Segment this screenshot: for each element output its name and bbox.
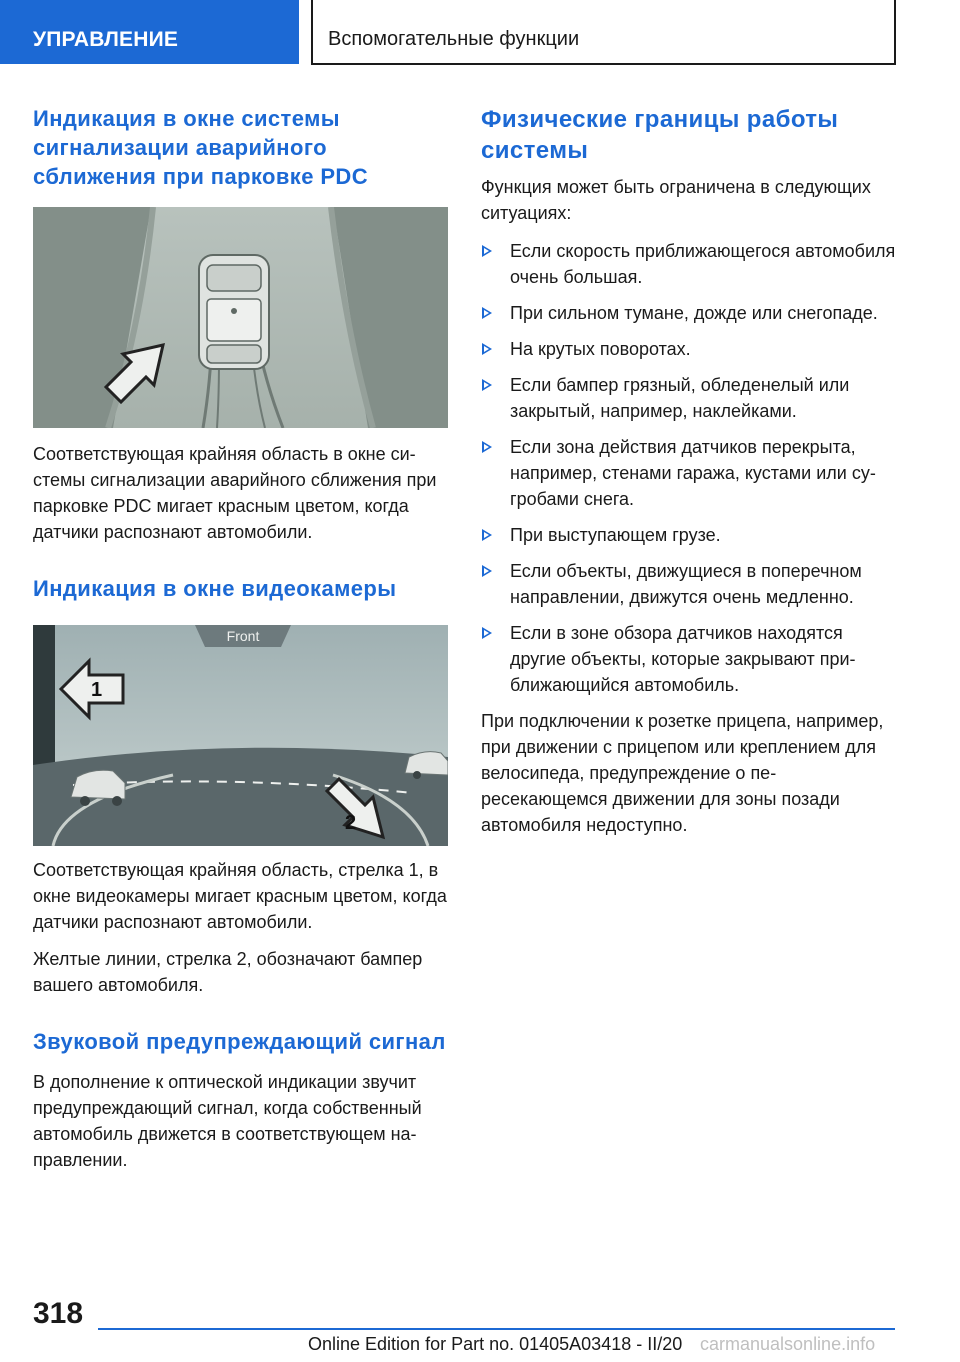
- sound-paragraph: В дополнение к оптической индикации звучит предупреждающий сигнал, когда собственный автомобиль движется в соответствующем направлении.: [33, 1072, 422, 1170]
- limits-list: [481, 238, 896, 698]
- callout-1: 1: [91, 679, 103, 701]
- triangle-bullet-icon: [482, 245, 492, 257]
- limits-intro: Функция может быть ограничена в следующих ситуациях:: [481, 177, 871, 223]
- pdc-paragraph: Соответствующая крайняя область в окне системы сигнализации аварийного сближения при парковке PDC мигает красным цветом, когда датчики распознают автомобили.: [33, 444, 437, 542]
- heading-pdc-display: Индикация в окне системы сигнализации аварийного сближения при парковке PDC: [33, 106, 369, 189]
- edition-text: Online Edition for Part no. 01405A03418 - II/20: [308, 1334, 683, 1354]
- chapter-tab: Вспомогательные функции: [311, 0, 896, 65]
- left-column: [33, 104, 448, 1173]
- watermark: carmanualsonline.info: [700, 1334, 876, 1354]
- list-item: Если в зоне обзора датчиков находятся другие объекты, которые закрывают приближающийся автомобиль.: [481, 620, 896, 698]
- callout-2: 2: [345, 812, 357, 834]
- triangle-bullet-icon: [482, 529, 492, 541]
- limits-outro: При подключении к розетке прицепа, например, при движении с прицепом или креплением для велосипеда, предупреждение о пересекающемся движении для зоны позади автомобиля недоступно.: [481, 711, 884, 835]
- triangle-bullet-icon: [482, 565, 492, 577]
- right-column: [481, 104, 896, 838]
- camera-figure: [33, 625, 448, 846]
- triangle-bullet-icon: [482, 307, 492, 319]
- heading-system-limits: Физические границы работы системы: [481, 106, 839, 164]
- page-number: 318: [33, 1297, 84, 1330]
- triangle-bullet-icon: [482, 441, 492, 453]
- heading-sound-signal: Звуковой предупреждающий сигнал: [33, 1029, 446, 1054]
- section-tab: УПРАВЛЕНИЕ: [0, 0, 299, 64]
- triangle-bullet-icon: [482, 343, 492, 355]
- list-item: Если бампер грязный, обледенелый или закрытый, например, наклейками.: [481, 372, 896, 424]
- list-item: На крутых поворотах.: [481, 336, 896, 362]
- pdc-illustration: [33, 207, 448, 428]
- heading-camera-display: Индикация в окне видеокамеры: [33, 576, 397, 601]
- camera-paragraph: Соответствующая крайняя область, стрелка 1, в окне видеокамеры мигает красным цветом, когда датчики распознают автомобили.: [33, 860, 447, 932]
- bumper-paragraph: Желтые линии, стрелка 2, обозначают бампер вашего автомобиля.: [33, 949, 423, 995]
- list-item: Если объекты, движущиеся в поперечном направлении, движутся очень медленно.: [481, 558, 896, 610]
- footer-divider: [98, 1328, 895, 1330]
- list-item: Если скорость приближающегося автомобиля очень большая.: [481, 238, 896, 290]
- pdc-figure: [33, 207, 448, 428]
- triangle-bullet-icon: [482, 379, 492, 391]
- camera-illustration: [33, 625, 448, 846]
- list-item: Если зона действия датчиков перекрыта, например, стенами гаража, кустами или сугробами снега.: [481, 434, 896, 512]
- front-label: Front: [226, 628, 260, 644]
- triangle-bullet-icon: [482, 627, 492, 639]
- list-item: При выступающем грузе.: [481, 522, 896, 548]
- list-item: При сильном тумане, дожде или снегопаде.: [481, 300, 896, 326]
